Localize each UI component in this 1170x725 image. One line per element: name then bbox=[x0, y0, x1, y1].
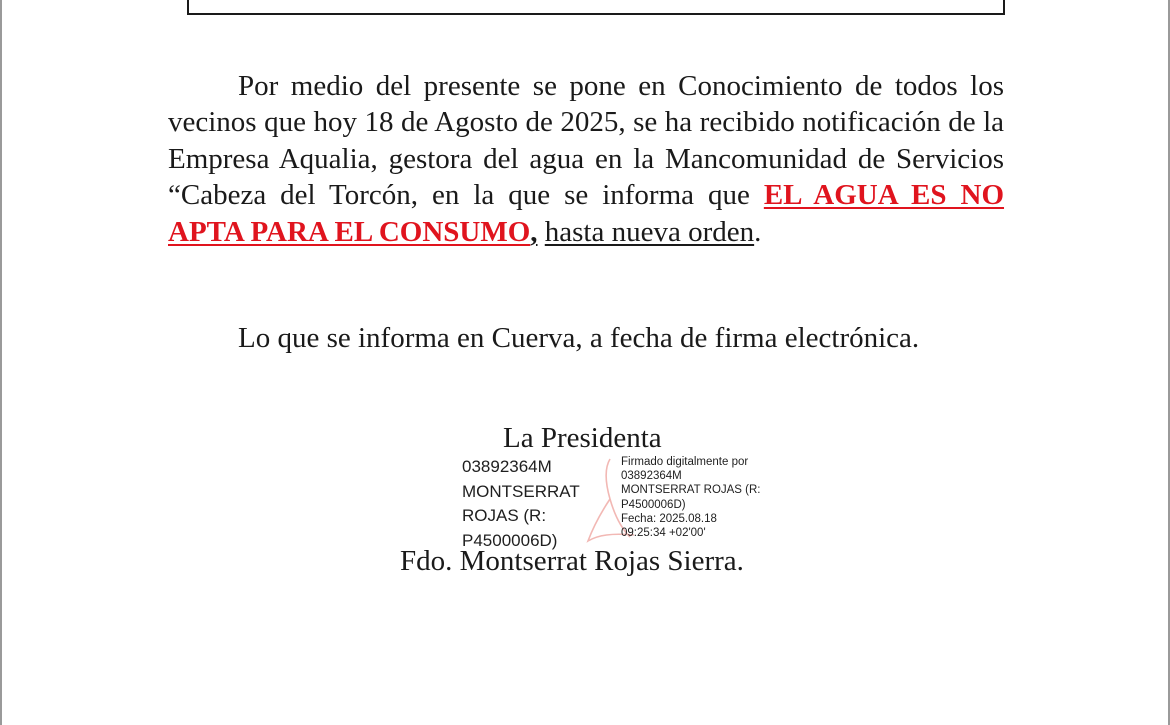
signature-identity bbox=[462, 455, 580, 553]
digital-signature bbox=[462, 455, 792, 555]
signature-identity-line: P4500006D) bbox=[462, 530, 558, 550]
until-further-notice: hasta nueva orden bbox=[544, 215, 755, 248]
signature-identity-line: MONTSERRAT bbox=[462, 481, 580, 501]
signer-role: La Presidenta bbox=[503, 422, 662, 454]
notice-paragraph bbox=[168, 68, 1004, 250]
signer-name: Fdo. Montserrat Rojas Sierra. bbox=[400, 545, 744, 577]
signature-identity-line: ROJAS (R: bbox=[462, 506, 547, 525]
paragraph-text: Por medio del presente se pone en Conocimiento de todos los vecinos que hoy 18 de Agosto de 2025, se ha recibido notificación de la Empresa Aqualia, gestora del agua en la Mancomunidad de Servicios “Cabeza del Torcón, en la que se informa que bbox=[168, 70, 1004, 212]
signature-detail-line: MONTSERRAT ROJAS (R: bbox=[621, 484, 761, 497]
alert-comma: , bbox=[530, 215, 538, 248]
alert-text: EL AGUA ES NO APTA PARA EL CONSUMO bbox=[168, 179, 1005, 248]
signature-detail-line: P4500006D) bbox=[621, 498, 686, 511]
signature-identity-line: 03892364M bbox=[462, 457, 552, 476]
closing-line: Lo que se informa en Cuerva, a fecha de firma electrónica. bbox=[238, 322, 920, 354]
header-box bbox=[187, 0, 1005, 15]
paragraph-end: . bbox=[754, 215, 762, 248]
signature-date: Fecha: 2025.08.18 bbox=[621, 512, 717, 525]
signature-time: 09:25:34 +02'00' bbox=[621, 527, 706, 540]
signature-detail-line: Firmado digitalmente por bbox=[621, 456, 749, 468]
signature-detail-line: 03892364M bbox=[621, 470, 682, 483]
page-edge-left bbox=[0, 0, 2, 725]
signature-details bbox=[621, 455, 761, 540]
